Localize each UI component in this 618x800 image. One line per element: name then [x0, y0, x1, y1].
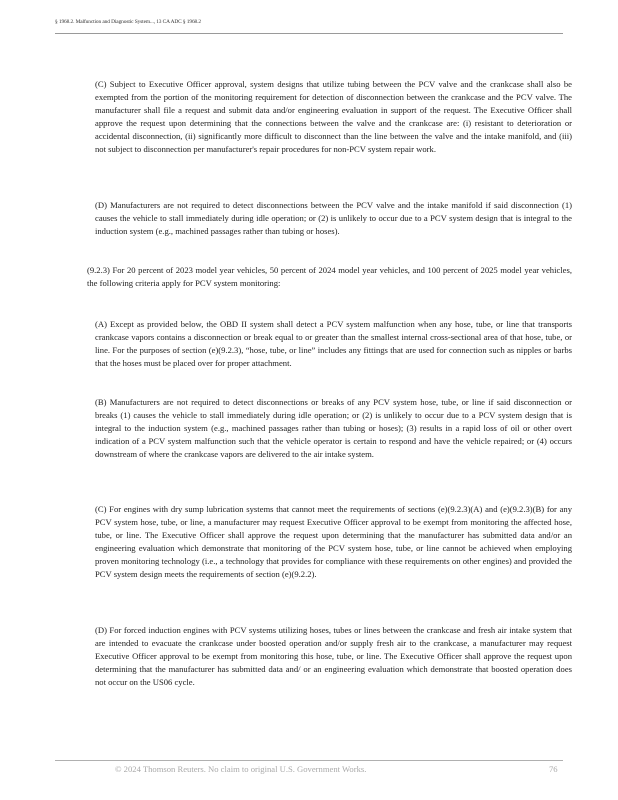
paragraph-d-intake-manifold: (D) Manufacturers are not required to detect disconnections between the PCV valve and the intake manifold if said disconnection (1) causes the vehicle to stall immediately during idle operation; or (2) is unlikely to occur due to a PCV system design that is integral to the induction system (e.g., machined passages rather than tubing or hoses). [95, 200, 572, 237]
footer-divider [55, 760, 563, 761]
running-head: § 1968.2. Malfunction and Diagnostic System..., 13 CA ADC § 1968.2 [55, 19, 201, 25]
paragraph-b-disconnection-exemptions: (B) Manufacturers are not required to detect disconnections or breaks of any PCV system hose, tube, or line if said disconnection or breaks (1) causes the vehicle to stall immediately during idle operation; or (2) is unlikely to occur due to a PCV system design that is integral to the induction system (e.g., machined passages rather than tubing or hoses); (3) results in a rapid loss of oil or other overt indication of a PCV system malfunction such that the vehicle operator is certain to respond and have the vehicle repaired; or (4) occurs downstream of where the crankcase vapors are delivered to the air intake system. [95, 397, 572, 460]
paragraph-9-2-3-criteria: (9.2.3) For 20 percent of 2023 model year vehicles, 50 percent of 2024 model year vehicles, and 100 percent of 2025 model year vehicles, the following criteria apply for PCV system monitoring: [87, 265, 572, 289]
paragraph-d-forced-induction: (D) For forced induction engines with PCV systems utilizing hoses, tubes or lines between the crankcase and fresh air intake system that are intended to evacuate the crankcase under boosted operation and/or supply fresh air to the crankcase, a manufacturer may request Executive Officer approval to be exempt from monitoring this hose, tube, or line. The Executive Officer shall approve the request upon determining that the manufacturer has submitted data and/ or an engineering evaluation which demonstrate that boosted operation does not occur on the US06 cycle. [95, 625, 572, 688]
page-number: 76 [549, 764, 558, 774]
paragraph-c-dry-sump: (C) For engines with dry sump lubrication systems that cannot meet the requirements of sections (e)(9.2.3)(A) and (e)(9.2.3)(B) for any PCV system hose, tube, or line, a manufacturer may request Executive Officer approval to be exempt from monitoring the affected hose, tube, or line. The Executive Officer shall approve the request upon determining that the manufacturer has submitted data and/or an engineering evaluation which demonstrate that monitoring of the PCV system hose, tube, or line cannot be achieved when employing proven monitoring technology (i.e., a technology that provides for compliance with these requirements on other engines) and provided the PCV system design meets the requirements of section (e)(9.2.2). [95, 504, 572, 580]
copyright-notice: © 2024 Thomson Reuters. No claim to original U.S. Government Works. [115, 764, 367, 774]
paragraph-a-hose-detection: (A) Except as provided below, the OBD II system shall detect a PCV system malfunction when any hose, tube, or line that transports crankcase vapors contains a disconnection or break equal to or greater than the smallest internal cross-sectional area of that hose, tube, or line. For the purposes of section (e)(9.2.3), “hose, tube, or line” includes any fittings that are used for connection such as nipples or barbs that the hoses must be placed over for proper attachment. [95, 319, 572, 369]
header-divider [55, 33, 563, 34]
paragraph-c-tubing-exemption: (C) Subject to Executive Officer approval, system designs that utilize tubing between the PCV valve and the crankcase shall also be exempted from the portion of the monitoring requirement for detection of disconnection between the crankcase and the PCV valve. The manufacturer shall file a request and submit data and/or engineering evaluation in support of the request. The Executive Officer shall approve the request upon determining that the connections between the valve and the crankcase are: (i) resistant to deterioration or accidental disconnection, (ii) significantly more difficult to disconnect than the line between the valve and the intake manifold, and (iii) not subject to disconnection per manufacturer's repair procedures for non-PCV system repair work. [95, 79, 572, 155]
